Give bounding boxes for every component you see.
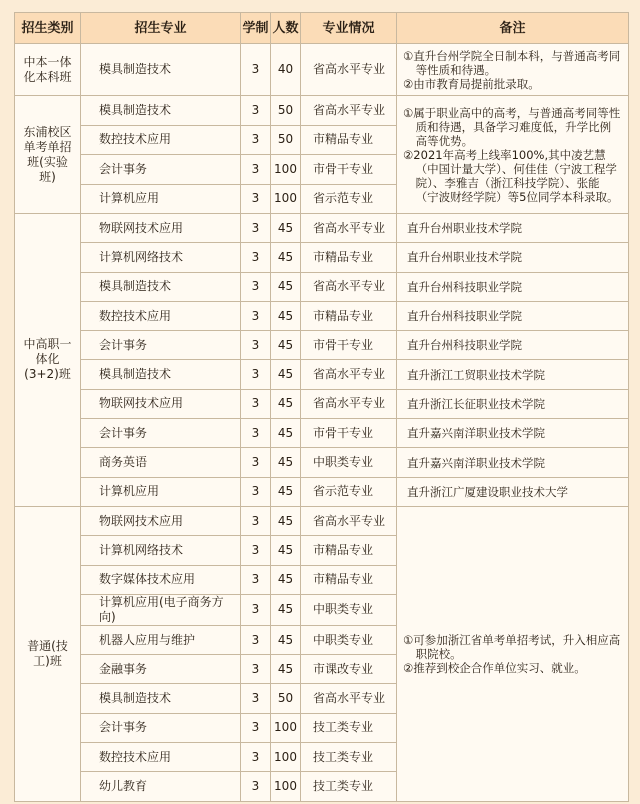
table-row	[15, 44, 629, 96]
note-cell: 直升台州科技职业学院	[397, 301, 629, 330]
major-cell: 物联网技术应用	[81, 506, 241, 535]
situation-cell: 中职类专业	[301, 594, 397, 625]
count-cell: 45	[271, 477, 301, 506]
years-cell: 3	[241, 772, 271, 801]
situation-cell: 市精品专业	[301, 565, 397, 594]
note-paragraph: ②2021年高考上线率100%,其中凌艺慧（中国计量大学）、何佳佳（宁波工程学院）、李雅吉（浙江科技学院）、张能（宁波财经学院）等5位同学本科录取。	[403, 147, 619, 204]
count-cell: 45	[271, 536, 301, 565]
count-cell: 50	[271, 684, 301, 713]
years-cell: 3	[241, 684, 271, 713]
situation-cell: 中职类专业	[301, 625, 397, 654]
years-cell: 3	[241, 243, 271, 272]
years-cell: 3	[241, 594, 271, 625]
table-row	[15, 301, 629, 330]
count-cell: 45	[271, 506, 301, 535]
count-cell: 45	[271, 243, 301, 272]
note-cell: 直升浙江工贸职业技术学院	[397, 360, 629, 389]
note-cell: 直升台州科技职业学院	[397, 272, 629, 301]
years-cell: 3	[241, 536, 271, 565]
major-cell: 计算机网络技术	[81, 536, 241, 565]
note-cell: 直升浙江广厦建设职业技术大学	[397, 477, 629, 506]
situation-cell: 市精品专业	[301, 301, 397, 330]
count-cell: 100	[271, 155, 301, 185]
situation-cell: 市精品专业	[301, 536, 397, 565]
note-paragraph: ②由市教育局提前批录取。	[403, 76, 540, 91]
table-row	[15, 389, 629, 418]
table-row	[15, 331, 629, 360]
major-cell: 计算机网络技术	[81, 243, 241, 272]
situation-cell: 市骨干专业	[301, 331, 397, 360]
note-cell	[397, 44, 629, 96]
situation-cell: 省高水平专业	[301, 44, 397, 96]
table-row	[15, 243, 629, 272]
note-cell: 直升嘉兴南洋职业技术学院	[397, 419, 629, 448]
major-cell: 模具制造技术	[81, 44, 241, 96]
header-count: 人数	[271, 13, 301, 44]
note-paragraph: ②推荐到校企合作单位实习、就业。	[403, 660, 586, 675]
count-cell: 45	[271, 655, 301, 684]
note-cell: 直升嘉兴南洋职业技术学院	[397, 448, 629, 477]
situation-cell: 市精品专业	[301, 125, 397, 155]
major-cell: 模具制造技术	[81, 684, 241, 713]
situation-cell: 省高水平专业	[301, 506, 397, 535]
table-row	[15, 214, 629, 243]
note-paragraph: ①属于职业高中的高考，与普通高考同等性质和待遇，具备学习难度低，升学比例高等优势。	[403, 105, 621, 148]
years-cell: 3	[241, 214, 271, 243]
major-cell: 模具制造技术	[81, 96, 241, 126]
years-cell: 3	[241, 389, 271, 418]
years-cell: 3	[241, 506, 271, 535]
major-cell: 数字媒体技术应用	[81, 565, 241, 594]
major-cell: 会计事务	[81, 155, 241, 185]
years-cell: 3	[241, 625, 271, 654]
major-cell: 幼儿教育	[81, 772, 241, 801]
enrollment-table	[14, 12, 629, 802]
major-cell: 数控技术应用	[81, 301, 241, 330]
years-cell: 3	[241, 419, 271, 448]
situation-cell: 省高水平专业	[301, 389, 397, 418]
major-cell: 商务英语	[81, 448, 241, 477]
major-cell: 模具制造技术	[81, 360, 241, 389]
count-cell: 100	[271, 713, 301, 742]
major-cell: 物联网技术应用	[81, 389, 241, 418]
header-row	[15, 13, 629, 44]
header-situation: 专业情况	[301, 13, 397, 44]
situation-cell: 市骨干专业	[301, 155, 397, 185]
table-body	[15, 44, 629, 802]
note-cell: 直升浙江长征职业技术学院	[397, 389, 629, 418]
major-cell: 数控技术应用	[81, 743, 241, 772]
years-cell: 3	[241, 713, 271, 742]
years-cell: 3	[241, 331, 271, 360]
note-cell: 直升台州职业技术学院	[397, 214, 629, 243]
category-cell: 普通(技工)班	[15, 506, 81, 801]
situation-cell: 技工类专业	[301, 772, 397, 801]
situation-cell: 市骨干专业	[301, 419, 397, 448]
table-row	[15, 506, 629, 535]
header-major: 招生专业	[81, 13, 241, 44]
years-cell: 3	[241, 477, 271, 506]
category-cell: 东浦校区单考单招班(实验班)	[15, 96, 81, 214]
count-cell: 100	[271, 743, 301, 772]
major-cell: 会计事务	[81, 713, 241, 742]
years-cell: 3	[241, 743, 271, 772]
note-cell	[397, 96, 629, 214]
note-paragraph: ①可参加浙江省单考单招考试，升入相应高职院校。	[403, 632, 621, 661]
count-cell: 50	[271, 125, 301, 155]
situation-cell: 省高水平专业	[301, 214, 397, 243]
table-row	[15, 96, 629, 126]
major-cell: 会计事务	[81, 419, 241, 448]
category-cell: 中本一体化本科班	[15, 44, 81, 96]
years-cell: 3	[241, 96, 271, 126]
count-cell: 45	[271, 565, 301, 594]
count-cell: 45	[271, 214, 301, 243]
table-row	[15, 477, 629, 506]
situation-cell: 市课改专业	[301, 655, 397, 684]
count-cell: 100	[271, 772, 301, 801]
years-cell: 3	[241, 125, 271, 155]
years-cell: 3	[241, 360, 271, 389]
count-cell: 40	[271, 44, 301, 96]
count-cell: 45	[271, 389, 301, 418]
table-row	[15, 419, 629, 448]
years-cell: 3	[241, 448, 271, 477]
category-cell: 中高职一体化(3+2)班	[15, 214, 81, 507]
count-cell: 45	[271, 419, 301, 448]
years-cell: 3	[241, 655, 271, 684]
header-years: 学制	[241, 13, 271, 44]
note-cell	[397, 506, 629, 801]
situation-cell: 技工类专业	[301, 743, 397, 772]
years-cell: 3	[241, 301, 271, 330]
table-row	[15, 272, 629, 301]
note-cell: 直升台州职业技术学院	[397, 243, 629, 272]
situation-cell: 省高水平专业	[301, 96, 397, 126]
count-cell: 45	[271, 448, 301, 477]
count-cell: 45	[271, 301, 301, 330]
years-cell: 3	[241, 44, 271, 96]
situation-cell: 省示范专业	[301, 477, 397, 506]
situation-cell: 市精品专业	[301, 243, 397, 272]
count-cell: 45	[271, 594, 301, 625]
table-row	[15, 448, 629, 477]
major-cell: 机器人应用与维护	[81, 625, 241, 654]
situation-cell: 省高水平专业	[301, 272, 397, 301]
major-cell: 计算机应用(电子商务方向)	[81, 594, 241, 625]
situation-cell: 省高水平专业	[301, 360, 397, 389]
years-cell: 3	[241, 155, 271, 185]
count-cell: 100	[271, 184, 301, 214]
years-cell: 3	[241, 272, 271, 301]
major-cell: 物联网技术应用	[81, 214, 241, 243]
note-paragraph: ①直升台州学院全日制本科，与普通高考同等性质和待遇。	[403, 48, 621, 77]
header-category: 招生类别	[15, 13, 81, 44]
situation-cell: 省高水平专业	[301, 684, 397, 713]
count-cell: 45	[271, 331, 301, 360]
years-cell: 3	[241, 184, 271, 214]
major-cell: 模具制造技术	[81, 272, 241, 301]
major-cell: 数控技术应用	[81, 125, 241, 155]
major-cell: 会计事务	[81, 331, 241, 360]
situation-cell: 中职类专业	[301, 448, 397, 477]
years-cell: 3	[241, 565, 271, 594]
header-notes: 备注	[397, 13, 629, 44]
count-cell: 45	[271, 625, 301, 654]
situation-cell: 省示范专业	[301, 184, 397, 214]
count-cell: 45	[271, 360, 301, 389]
major-cell: 计算机应用	[81, 477, 241, 506]
major-cell: 金融事务	[81, 655, 241, 684]
count-cell: 45	[271, 272, 301, 301]
table-row	[15, 360, 629, 389]
count-cell: 50	[271, 96, 301, 126]
major-cell: 计算机应用	[81, 184, 241, 214]
situation-cell: 技工类专业	[301, 713, 397, 742]
note-cell: 直升台州科技职业学院	[397, 331, 629, 360]
